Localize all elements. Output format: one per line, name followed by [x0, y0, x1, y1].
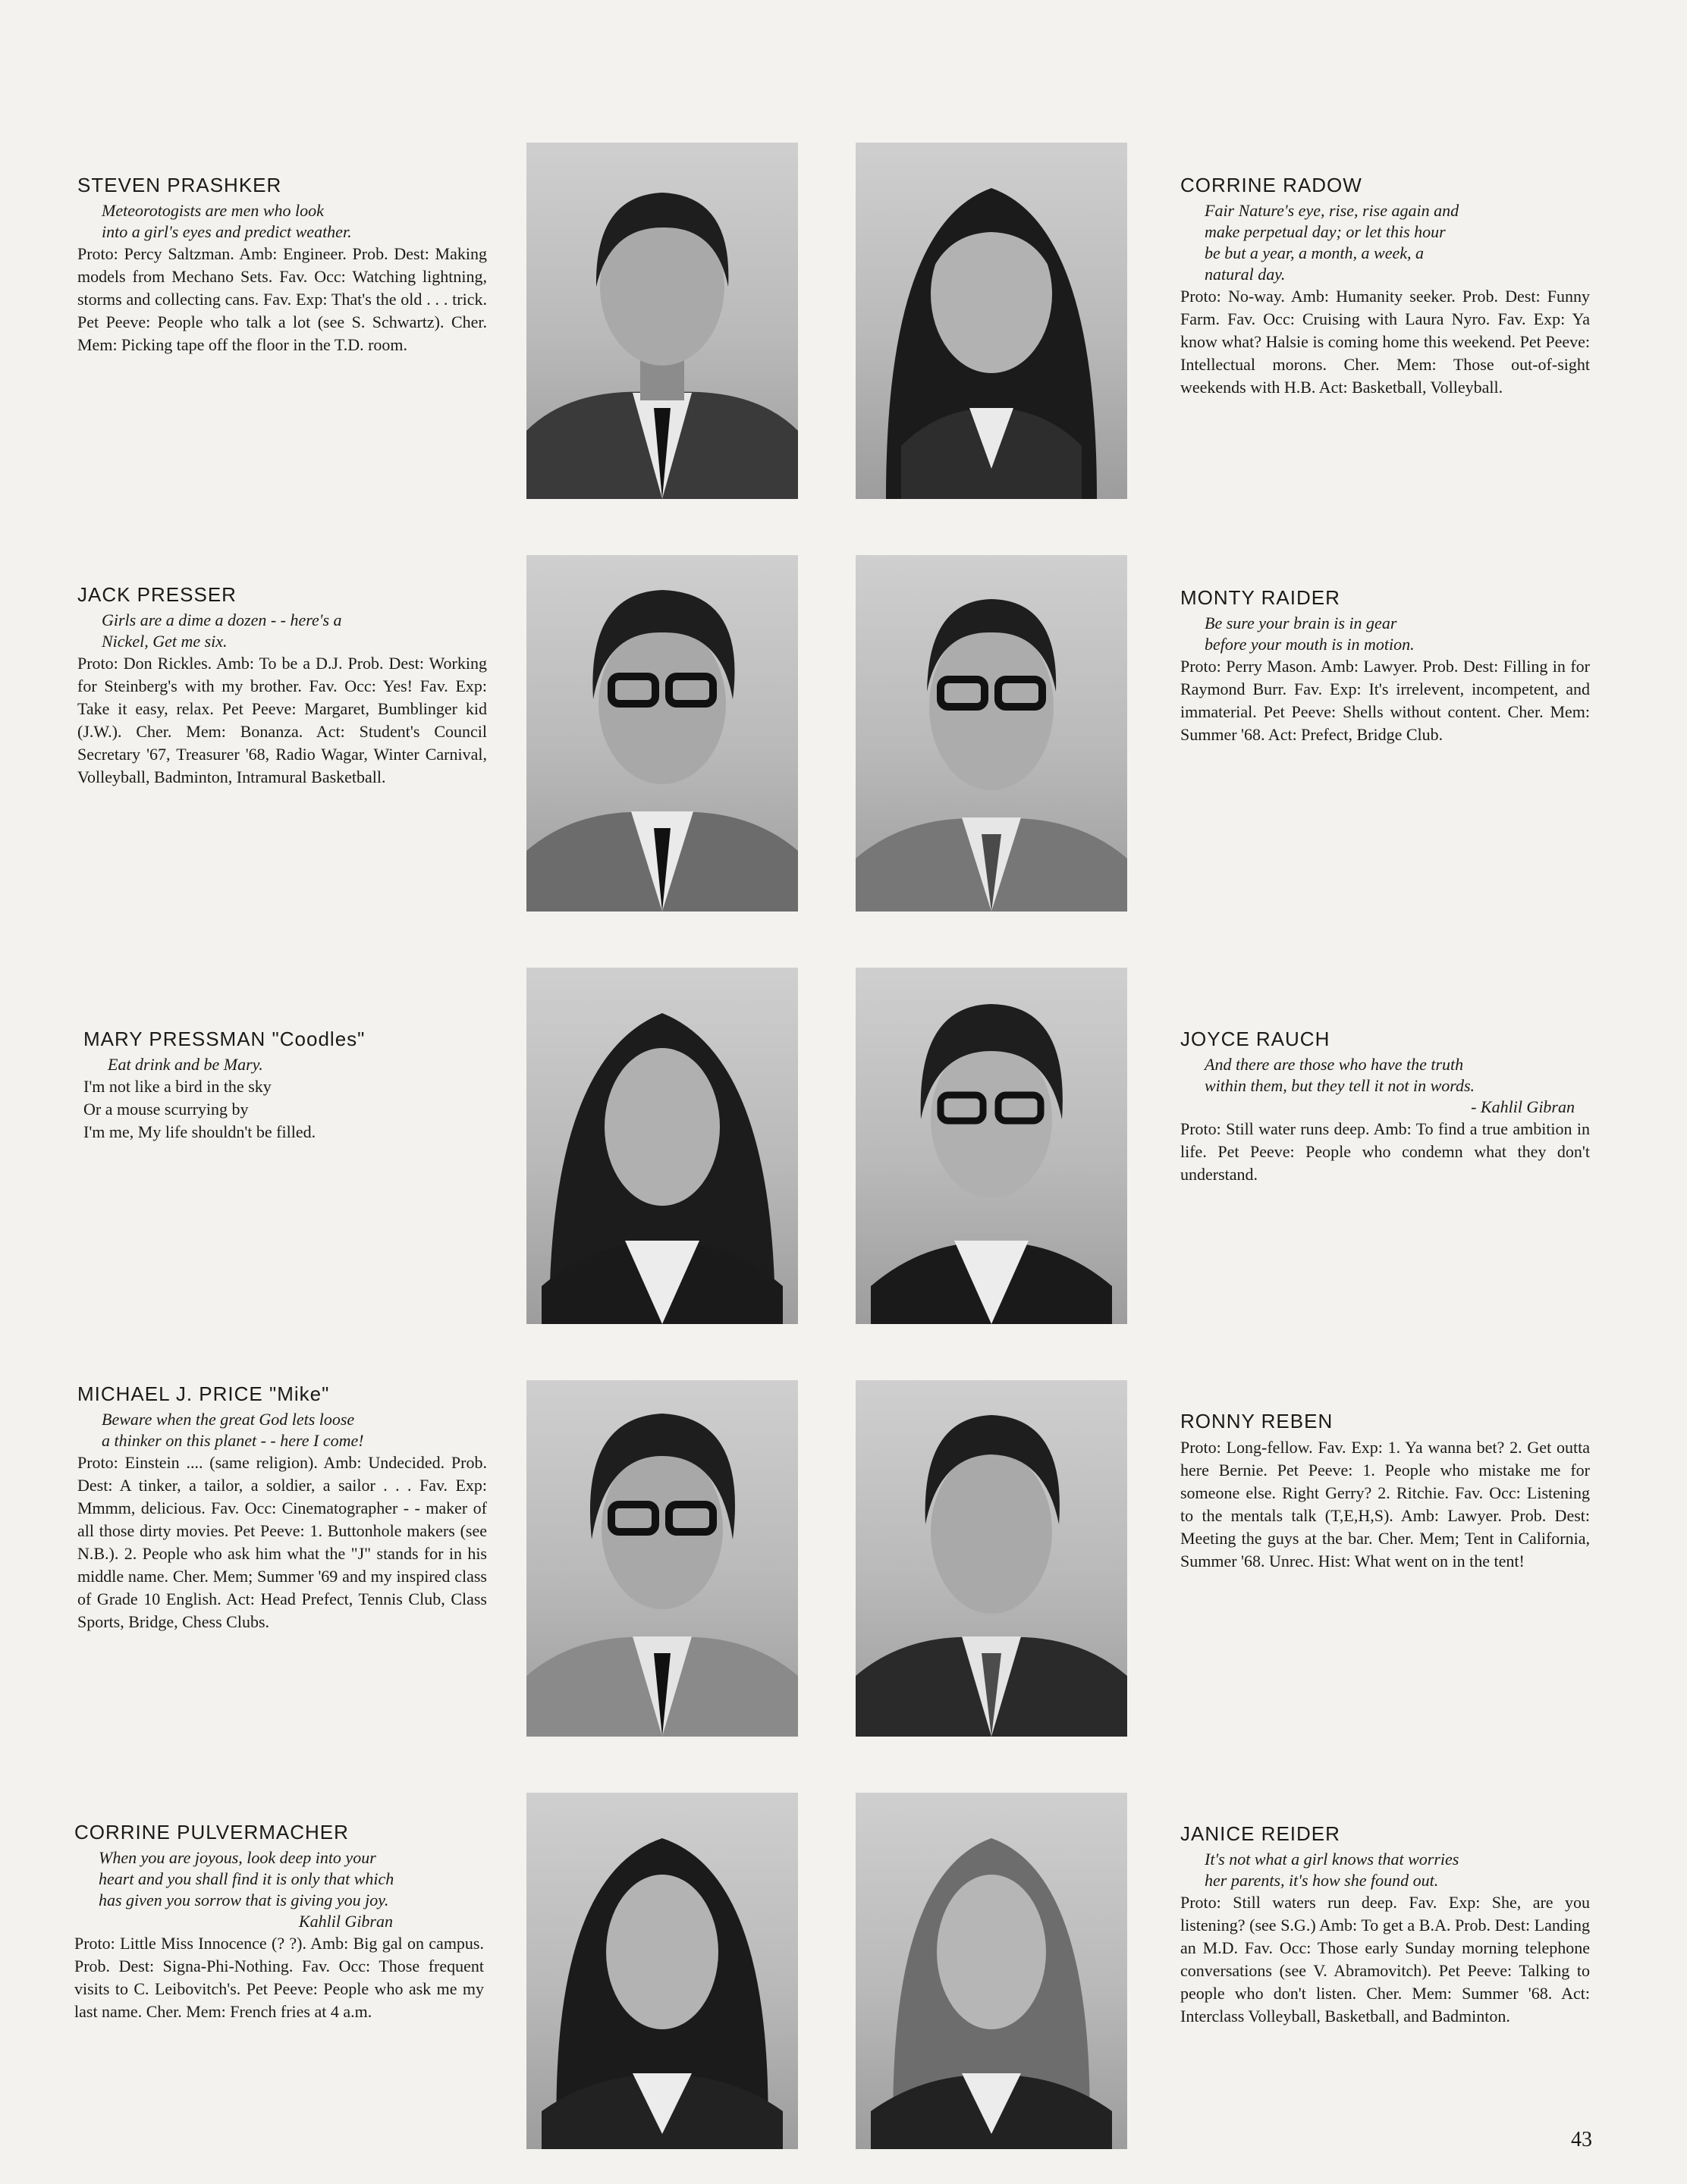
portrait-photo — [856, 1793, 1127, 2149]
student-name: JOYCE RAUCH — [1180, 1028, 1330, 1050]
quote-line: her parents, it's how she found out. — [1205, 1871, 1439, 1890]
portrait-photo — [856, 143, 1127, 499]
student-quote — [77, 1409, 487, 1451]
quote-line: Eat drink and be Mary. — [108, 1055, 263, 1074]
portrait-photo — [526, 555, 798, 912]
student-quote — [77, 610, 487, 652]
quote-line: Meteorotogists are men who look — [102, 201, 324, 220]
quote-line: And there are those who have the truth — [1205, 1055, 1464, 1074]
portrait-photo — [856, 1380, 1127, 1737]
student-name: MARY PRESSMAN "Coodles" — [83, 1028, 366, 1050]
entry-ronny-reben — [1180, 1409, 1590, 1573]
student-poem — [83, 1075, 493, 1144]
student-bio: Proto: Still water runs deep. Amb: To find a true ambition in life. Pet Peeve: People who condemn what they don't understand. — [1180, 1119, 1590, 1184]
quote-line: Be sure your brain is in gear — [1205, 613, 1397, 632]
quote-line: heart and you shall find it is only that which — [99, 1869, 394, 1888]
poem-line: I'm me, My life shouldn't be filled. — [83, 1122, 316, 1141]
entry-corrine-radow — [1180, 173, 1590, 399]
student-bio: Proto: Long-fellow. Fav. Exp: 1. Ya wanna bet? 2. Get outta here Bernie. Pet Peeve: 1. People who mistake me for someone else. Right Gerry? 2. Ritchie. Fav. Occ: Listening to the mentals talk (T,E,H,S). Amb: Lawyer. Prob. Dest: Meeting the guys at the bar. Cher. Mem; Tent in California, Summer '68. Unrec. Hist: What went on in the tent! — [1180, 1438, 1590, 1571]
quote-line: Nickel, Get me six. — [102, 632, 228, 651]
quote-attribution: - Kahlil Gibran — [1471, 1097, 1575, 1116]
student-bio: Proto: Still waters run deep. Fav. Exp: She, are you listening? (see S.G.) Amb: To get a B.A. Prob. Dest: Landing an M.D. Fav. Occ: Those early Sunday morning telephone conversations (see V. Abramovitch). Pet Peeve: Talking to people who don't listen. Cher. Mem: Summer '68. Act: Interclass Volleyball, Basketball, and Badminton. — [1180, 1893, 1590, 2026]
entry-janice-reider — [1180, 1822, 1590, 2028]
entry-steven-prashker — [77, 173, 487, 356]
entry-joyce-rauch — [1180, 1027, 1590, 1186]
student-quote — [1180, 200, 1590, 285]
portrait-photo — [856, 968, 1127, 1324]
quote-line: It's not what a girl knows that worries — [1205, 1850, 1459, 1869]
quote-line: Fair Nature's eye, rise, rise again and — [1205, 201, 1459, 220]
quote-line: a thinker on this planet - - here I come! — [102, 1431, 364, 1450]
student-quote — [1180, 1054, 1590, 1118]
student-name: RONNY REBEN — [1180, 1410, 1334, 1432]
student-name: CORRINE PULVERMACHER — [74, 1821, 349, 1844]
portrait-photo — [856, 555, 1127, 912]
student-bio: Proto: No-way. Amb: Humanity seeker. Prob. Dest: Funny Farm. Fav. Occ: Cruising with Laura Nyro. Fav. Exp: Ya know what? Halsie is coming home this weekend. Pet Peeve: Intellectual morons. Cher. Mem: Those out-of-sight weekends with H.B. Act: Basketball, Volleyball. — [1180, 287, 1590, 397]
student-quote — [83, 1054, 493, 1075]
entry-mary-pressman — [83, 1027, 493, 1144]
entry-jack-presser — [77, 582, 487, 789]
student-bio: Proto: Little Miss Innocence (? ?). Amb: Big gal on campus. Prob. Dest: Signa-Phi-Nothing. Fav. Occ: Those frequent visits to C. Leibovitch's. Pet Peeve: People who ask me my last name. Cher. Mem: French fries at 4 a.m. — [74, 1934, 484, 2021]
quote-line: has given you sorrow that is giving you joy. — [99, 1891, 389, 1909]
quote-line: be but a year, a month, a week, a — [1205, 243, 1424, 262]
entry-michael-price — [77, 1382, 487, 1633]
student-bio: Proto: Percy Saltzman. Amb: Engineer. Prob. Dest: Making models from Mechano Sets. Fav. Occ: Watching lightning, storms and collecting cans. Fav. Exp: That's the old . . . trick. Pet Peeve: People who talk a lot (see S. Schwartz). Cher. Mem: Picking tape off the floor in the T.D. room. — [77, 244, 487, 354]
portrait-photo — [526, 1380, 798, 1737]
student-quote — [74, 1847, 484, 1932]
quote-line: Girls are a dime a dozen - - here's a — [102, 610, 342, 629]
quote-line: Beware when the great God lets loose — [102, 1410, 355, 1429]
student-quote — [77, 200, 487, 243]
quote-attribution: Kahlil Gibran — [298, 1912, 393, 1931]
student-bio: Proto: Perry Mason. Amb: Lawyer. Prob. Dest: Filling in for Raymond Burr. Fav. Exp: It's irrelevent, incompetent, and immaterial. Pet Peeve: Shells without content. Cher. Mem: Summer '68. Act: Prefect, Bridge Club. — [1180, 657, 1590, 744]
poem-line: Or a mouse scurrying by — [83, 1100, 249, 1119]
entry-corrine-pulvermacher — [74, 1820, 484, 2023]
portrait-photo — [526, 968, 798, 1324]
quote-line: into a girl's eyes and predict weather. — [102, 222, 352, 241]
quote-line: within them, but they tell it not in words. — [1205, 1076, 1475, 1095]
portrait-photo — [526, 1793, 798, 2149]
quote-line: before your mouth is in motion. — [1205, 635, 1415, 654]
student-name: MONTY RAIDER — [1180, 586, 1340, 609]
student-name: JACK PRESSER — [77, 583, 237, 606]
student-quote — [1180, 1849, 1590, 1891]
quote-line: When you are joyous, look deep into your — [99, 1848, 376, 1867]
student-quote — [1180, 613, 1590, 655]
quote-line: natural day. — [1205, 265, 1286, 284]
student-name: STEVEN PRASHKER — [77, 174, 282, 196]
student-name: JANICE REIDER — [1180, 1822, 1340, 1845]
quote-line: make perpetual day; or let this hour — [1205, 222, 1446, 241]
student-bio: Proto: Don Rickles. Amb: To be a D.J. Prob. Dest: Working for Steinberg's with my brother. Fav. Occ: Yes! Fav. Exp: Take it easy, relax. Pet Peeve: Margaret, Bumblinger kid (J.W.). Cher. Mem: Bonanza. Act: Student's Council Secretary '67, Treasurer '68, Radio Wagar, Winter Carnival, Volleyball, Badminton, Intramural Basketball. — [77, 654, 487, 786]
entry-monty-raider — [1180, 585, 1590, 746]
student-bio: Proto: Einstein .... (same religion). Amb: Undecided. Prob. Dest: A tinker, a tailor, a soldier, a sailor . . . Fav. Exp: Mmmm, delicious. Fav. Occ: Cinematographer - - maker of all those dirty movies. Pet Peeve: 1. Buttonhole makers (see N.B.). 2. People who ask him what the "J" stands for in his middle name. Cher. Mem; Summer '69 and my inspired class of Grade 10 English. Act: Head Prefect, Tennis Club, Class Sports, Bridge, Chess Clubs. — [77, 1453, 487, 1631]
page-number: 43 — [1571, 2128, 1592, 2151]
poem-line: I'm not like a bird in the sky — [83, 1077, 272, 1096]
portrait-photo — [526, 143, 798, 499]
student-name: CORRINE RADOW — [1180, 174, 1362, 196]
student-name: MICHAEL J. PRICE "Mike" — [77, 1382, 330, 1405]
